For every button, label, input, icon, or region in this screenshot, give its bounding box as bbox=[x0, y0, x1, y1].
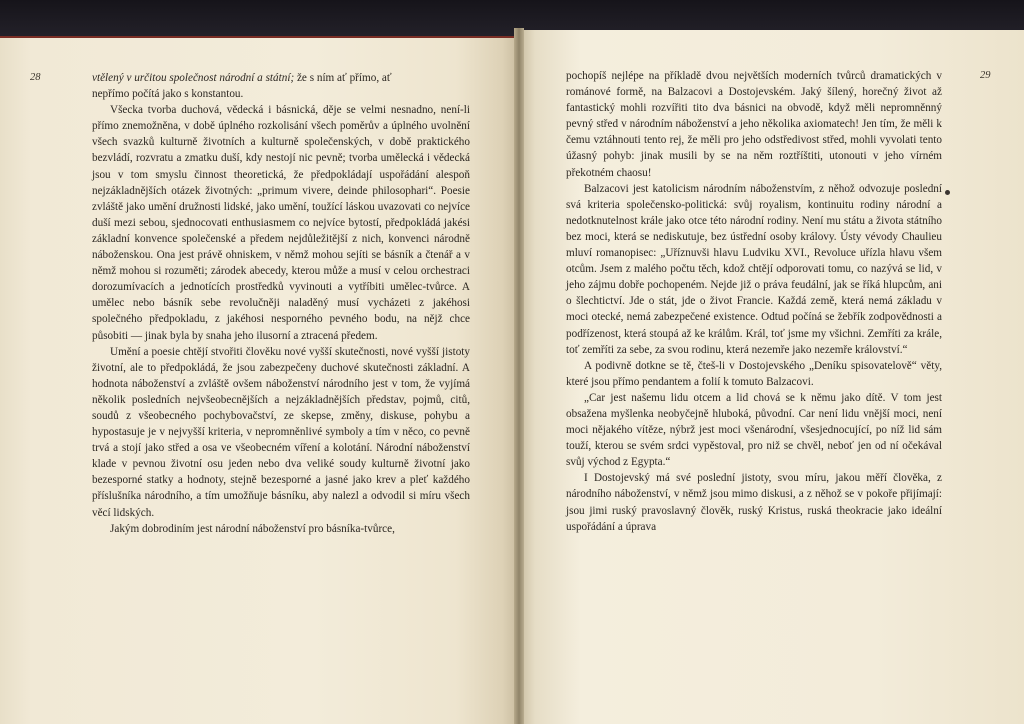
italic-phrase: vtělený v určitou společnost národní a státní; bbox=[92, 72, 295, 84]
right-paragraph: Balzacovi jest katolicism národním náboženstvím, z něhož odvozuje poslední svá kriteria společensko-politická: svůj royalism, kontinuitu rodiny národní a nedotknutelnost krále jako otce této národní rodiny. Není mu státu a života státního bez moci, která se nediskutuje, bez ústřední osoby královy. Ústy vévody Chaulieu mluví romanopisec: „Uříznuvši hlavu Ludviku XVI., Revoluce uřízla hlavu všem otcům. Jsem z malého počtu těch, kdož chtějí odporovati tomu, co nazývá se lid, v jeho zájmu dobře pochopeném. Nejde již o práva feudální, jak se říká hlupcům, ani o šlechtictví. Jde o stát, jde o život Francie. Každá země, která nemá základu v moci otecké, nemá zabezpečené existence. Odtud počíná se žebřík zodpovědnosti a podřízenost, která stoupá až ke králům. Král, toť jsme my všichni. Zemříti za krále, toť zemříti za sebe, za svou rodinu, která nezemře jako nezemře království.“ bbox=[566, 182, 942, 356]
right-paragraph: A podivně dotkne se tě, čteš-li v Dostojevského „Deníku spisovatelově“ věty, které jsou přímo pendantem a folií k tomuto Balzacovi. bbox=[566, 359, 942, 388]
left-page-text bbox=[92, 70, 470, 537]
right-paragraph: I Dostojevský má své poslední jistoty, svou míru, jakou měří člověka, z národního náboženství, v němž jsou mimo diskusi, a z něhož se v pokoře přijímají: jsou jimi ruský pravoslavný člověk, ruský Kristus, ruská theokracie jako ideální uspořádání a úprava bbox=[566, 472, 942, 533]
ink-spot bbox=[945, 190, 950, 195]
book-gutter bbox=[514, 28, 524, 724]
right-paragraph: pochopíš nejlépe na příkladě dvou největších moderních tvůrců dramatických v románové formě, na Balzacovi a Dostojevském. Jaký šílený, horečný život až fantastický mohli rozvířiti tito dva básnici na obvodě, když měli nepromněnný pevný střed v národním náboženství a jeho několika axiomatech! Jen tím, že měli k čemu vztáhnouti tento rej, že měli pro jeho odstředivost střed, mohli vyvolati tento úžasný pohyb: jinak musili by se na něm roztříštiti, utonouti v jeho vírném překotném chaosu! bbox=[566, 70, 942, 179]
left-paragraph: Jakým dobrodiním jest národní náboženství pro básníka-tvůrce, bbox=[110, 522, 395, 535]
left-paragraph: nepřímo počítá jako s konstantou. bbox=[92, 88, 244, 101]
right-page-text bbox=[566, 68, 942, 535]
page-number-right: 29 bbox=[980, 70, 991, 81]
page-number-left: 28 bbox=[30, 72, 41, 83]
right-paragraph: „Car jest našemu lidu otcem a lid chová se k němu jako dítě. V tom jest obsažena myšlenka neobyčejně hluboká, původní. Car není lidu vnější moci, není moci nějakého vítěze, nýbrž jest moci všenárodní, všesjednocující, po níž lid sám touží, kterou se svém srdci vypěstoval, pro niž se chvěl, neboť jen od ní očekával svůj východ z Egypta.“ bbox=[566, 391, 942, 469]
left-paragraph: Umění a poesie chtějí stvořiti člověku nové vyšší skutečnosti, nové vyšší jistoty životní, ale to předpokládá, že jsou zabezpečeny duchové skutečnosti základní. A hodnota náboženství a zvláště ovšem náboženství národního jest v tom, že vyjímá několik posledních nejvšeobecnějších a nejzákladnějších představ, pojmů, citů, soudů z všeobecného pochybovačství, ze skepse, změny, diskuse, pohybu a hypostasuje je v nejvyšší kriteria, v nepromněnlivé symboly a tím v něco, co pevně trvá a stojí jako střed a osa ve všeobecném víření a kolotání. Národní náboženství klade v pevnou životní osu jeden nebo dva veliké soudy kulturně životní jako bezesporné statky a hodnoty, stejně bezesporné a jasné jako krev a pleť každého příslušníka národního, a tím umožňuje básníku, aby nalezl a odvodil si míru všech věcí lidských. bbox=[92, 345, 470, 519]
left-paragraph: Všecka tvorba duchová, vědecká i básnická, děje se velmi nesnadno, není-li přímo znemožněna, v době úplného rozkolisání všech poměrův a úplného uvolnění všech svazků kulturně životních a kulturně společenských, v době praktického bezvládí, rozvratu a zmatku duší, kdy nestojí nic pevně; tvorba umělecká i vědecká jsou v tom smyslu činnost theoretická, že předpokládají uspořádání alespoň nejzákladnějších otázek životných: „primum vivere, deinde philosophari“. Poesie zvláště jako umění družnosti lidské, jako umění, toužící láskou uvazovati co nejvíce duší mezi sebou, sjednocovati enthusiasmem co nejvíce bytostí, předpokládá jakési základní konvence společenské a předem nejdůležitější z nich, konvenci národně náboženskou. Ona jest právě ohniskem, v němž mohou sejíti se básník a čtenář a v němž mohou si rozuměti; zárodek abecedy, kterou může a musí v celou orchestraci dorozumívacích a jednotících prostředků vyvinouti a vytříbiti umělec-tvůrce. A umělec nebo básník sebe revolučněji naladěný musí vycházeti z jakéhosi společného předpokladu, z jakéhosi nesporného pevného bodu, na nějž chce působiti — jinak byla by snaha jeho ilusorní a ztracená předem. bbox=[92, 104, 470, 342]
left-first-line bbox=[92, 70, 470, 86]
first-line-rest: že s ním ať přímo, ať bbox=[294, 72, 392, 84]
